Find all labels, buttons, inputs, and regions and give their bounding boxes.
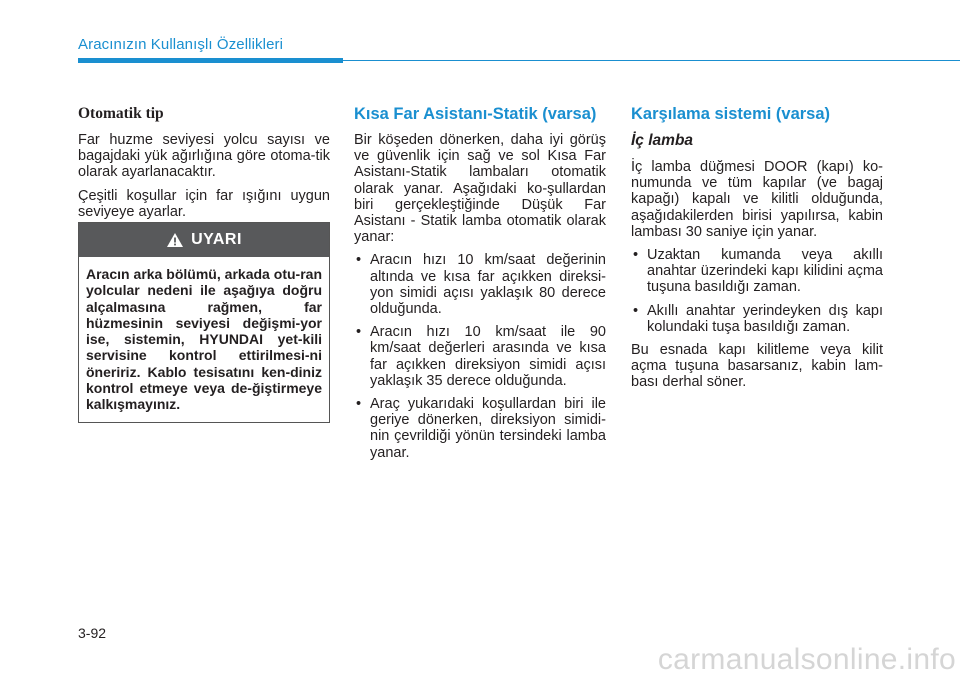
column-2 xyxy=(354,106,606,468)
bullet-icon: • xyxy=(356,396,362,413)
paragraph: Bir köşeden dönerken, daha iyi görüş ve güvenlik için sağ ve sol Kısa Far Asistanı-Statik lambaları otomatik olarak yanar. Aşağıdaki ko-şullardan biri gerçekleştiğinde Düşük Far Asistanı - Statik lamba otomatik olarak yanar: xyxy=(354,132,606,246)
column-1 xyxy=(78,105,330,220)
paragraph: İç lamba düğmesi DOOR (kapı) ko-numunda ve tüm kapılar (ve bagaj kapağı) kapalı ve kilitli olduğunda, aşağıdakilerden birisi yapılırsa, kabin lambası 30 saniye için yanar. xyxy=(631,159,883,240)
warning-text: Aracın arka bölümü, arkada otu-ran yolcular nedeni ile aşağıya doğru alçalmasına rağmen, far hüzmesinin seviyesi değişmi-yor ise, sistemin, HYUNDAI yet-kili servisine kontrol ettirilmesi-ni öneririz. Kablo tesisatını ken-diniz kontrol etmeye veya de-ğiştirmeye kalkışmayınız. xyxy=(86,266,322,413)
list-item: • Aracın hızı 10 km/saat ile 90 km/saat değerleri arasında ve kısa far açıkken direksiyon simidi açısı yaklaşık 35 derece olduğunda. xyxy=(356,324,606,389)
list-item: • Uzaktan kumanda veya akıllı anahtar üzerindeki kapı kilidini açma tuşuna basıldığı zaman. xyxy=(633,247,883,296)
paragraph: Bu esnada kapı kilitleme veya kilit açma tuşuna basarsanız, kabin lam-bası derhal söner. xyxy=(631,342,883,391)
section-header: Aracınızın Kullanışlı Özellikleri xyxy=(78,36,284,53)
header-rule-thick xyxy=(78,58,343,63)
heading-kisa-far-asistani: Kısa Far Asistanı-Statik (varsa) xyxy=(354,105,597,123)
warning-box xyxy=(78,222,330,423)
page-number: 3-92 xyxy=(78,625,107,641)
bullet-icon: • xyxy=(356,252,362,269)
list-item: • Akıllı anahtar yerindeyken dış kapı kolundaki tuşa basıldığı zaman. xyxy=(633,302,883,335)
paragraph: Çeşitli koşullar için far ışığını uygun seviyeye ayarlar. xyxy=(78,187,330,220)
bullet-list xyxy=(631,247,883,335)
list-item: • Aracın hızı 10 km/saat değerinin altında ve kısa far açıkken direksi-yon simidi açısı yaklaşık 80 derece olduğunda. xyxy=(356,252,606,318)
paragraph: Far huzme seviyesi yolcu sayısı ve bagajdaki yük ağırlığına göre otoma-tik olarak ayarlanacaktır. xyxy=(78,132,330,181)
watermark: carmanualsonline.info xyxy=(657,643,956,676)
bullet-icon: • xyxy=(356,324,362,341)
subheading-ic-lamba: İç lamba xyxy=(631,132,694,149)
bullet-list xyxy=(354,252,606,460)
bullet-icon: • xyxy=(633,247,639,264)
subheading-otomatik-tip: Otomatik tip xyxy=(78,105,164,122)
warning-triangle-icon xyxy=(166,232,184,248)
list-item: • Araç yukarıdaki koşullardan biri ile geriye dönerken, direksiyon simidi-nin çevrildiği yönün tersindeki lamba yanar. xyxy=(356,396,606,461)
bullet-icon: • xyxy=(633,302,639,319)
heading-karsilama-sistemi: Karşılama sistemi (varsa) xyxy=(631,105,831,123)
header-rule-thin xyxy=(343,60,960,61)
column-3 xyxy=(631,106,883,391)
warning-label: UYARI xyxy=(191,231,242,248)
warning-header xyxy=(79,223,329,257)
